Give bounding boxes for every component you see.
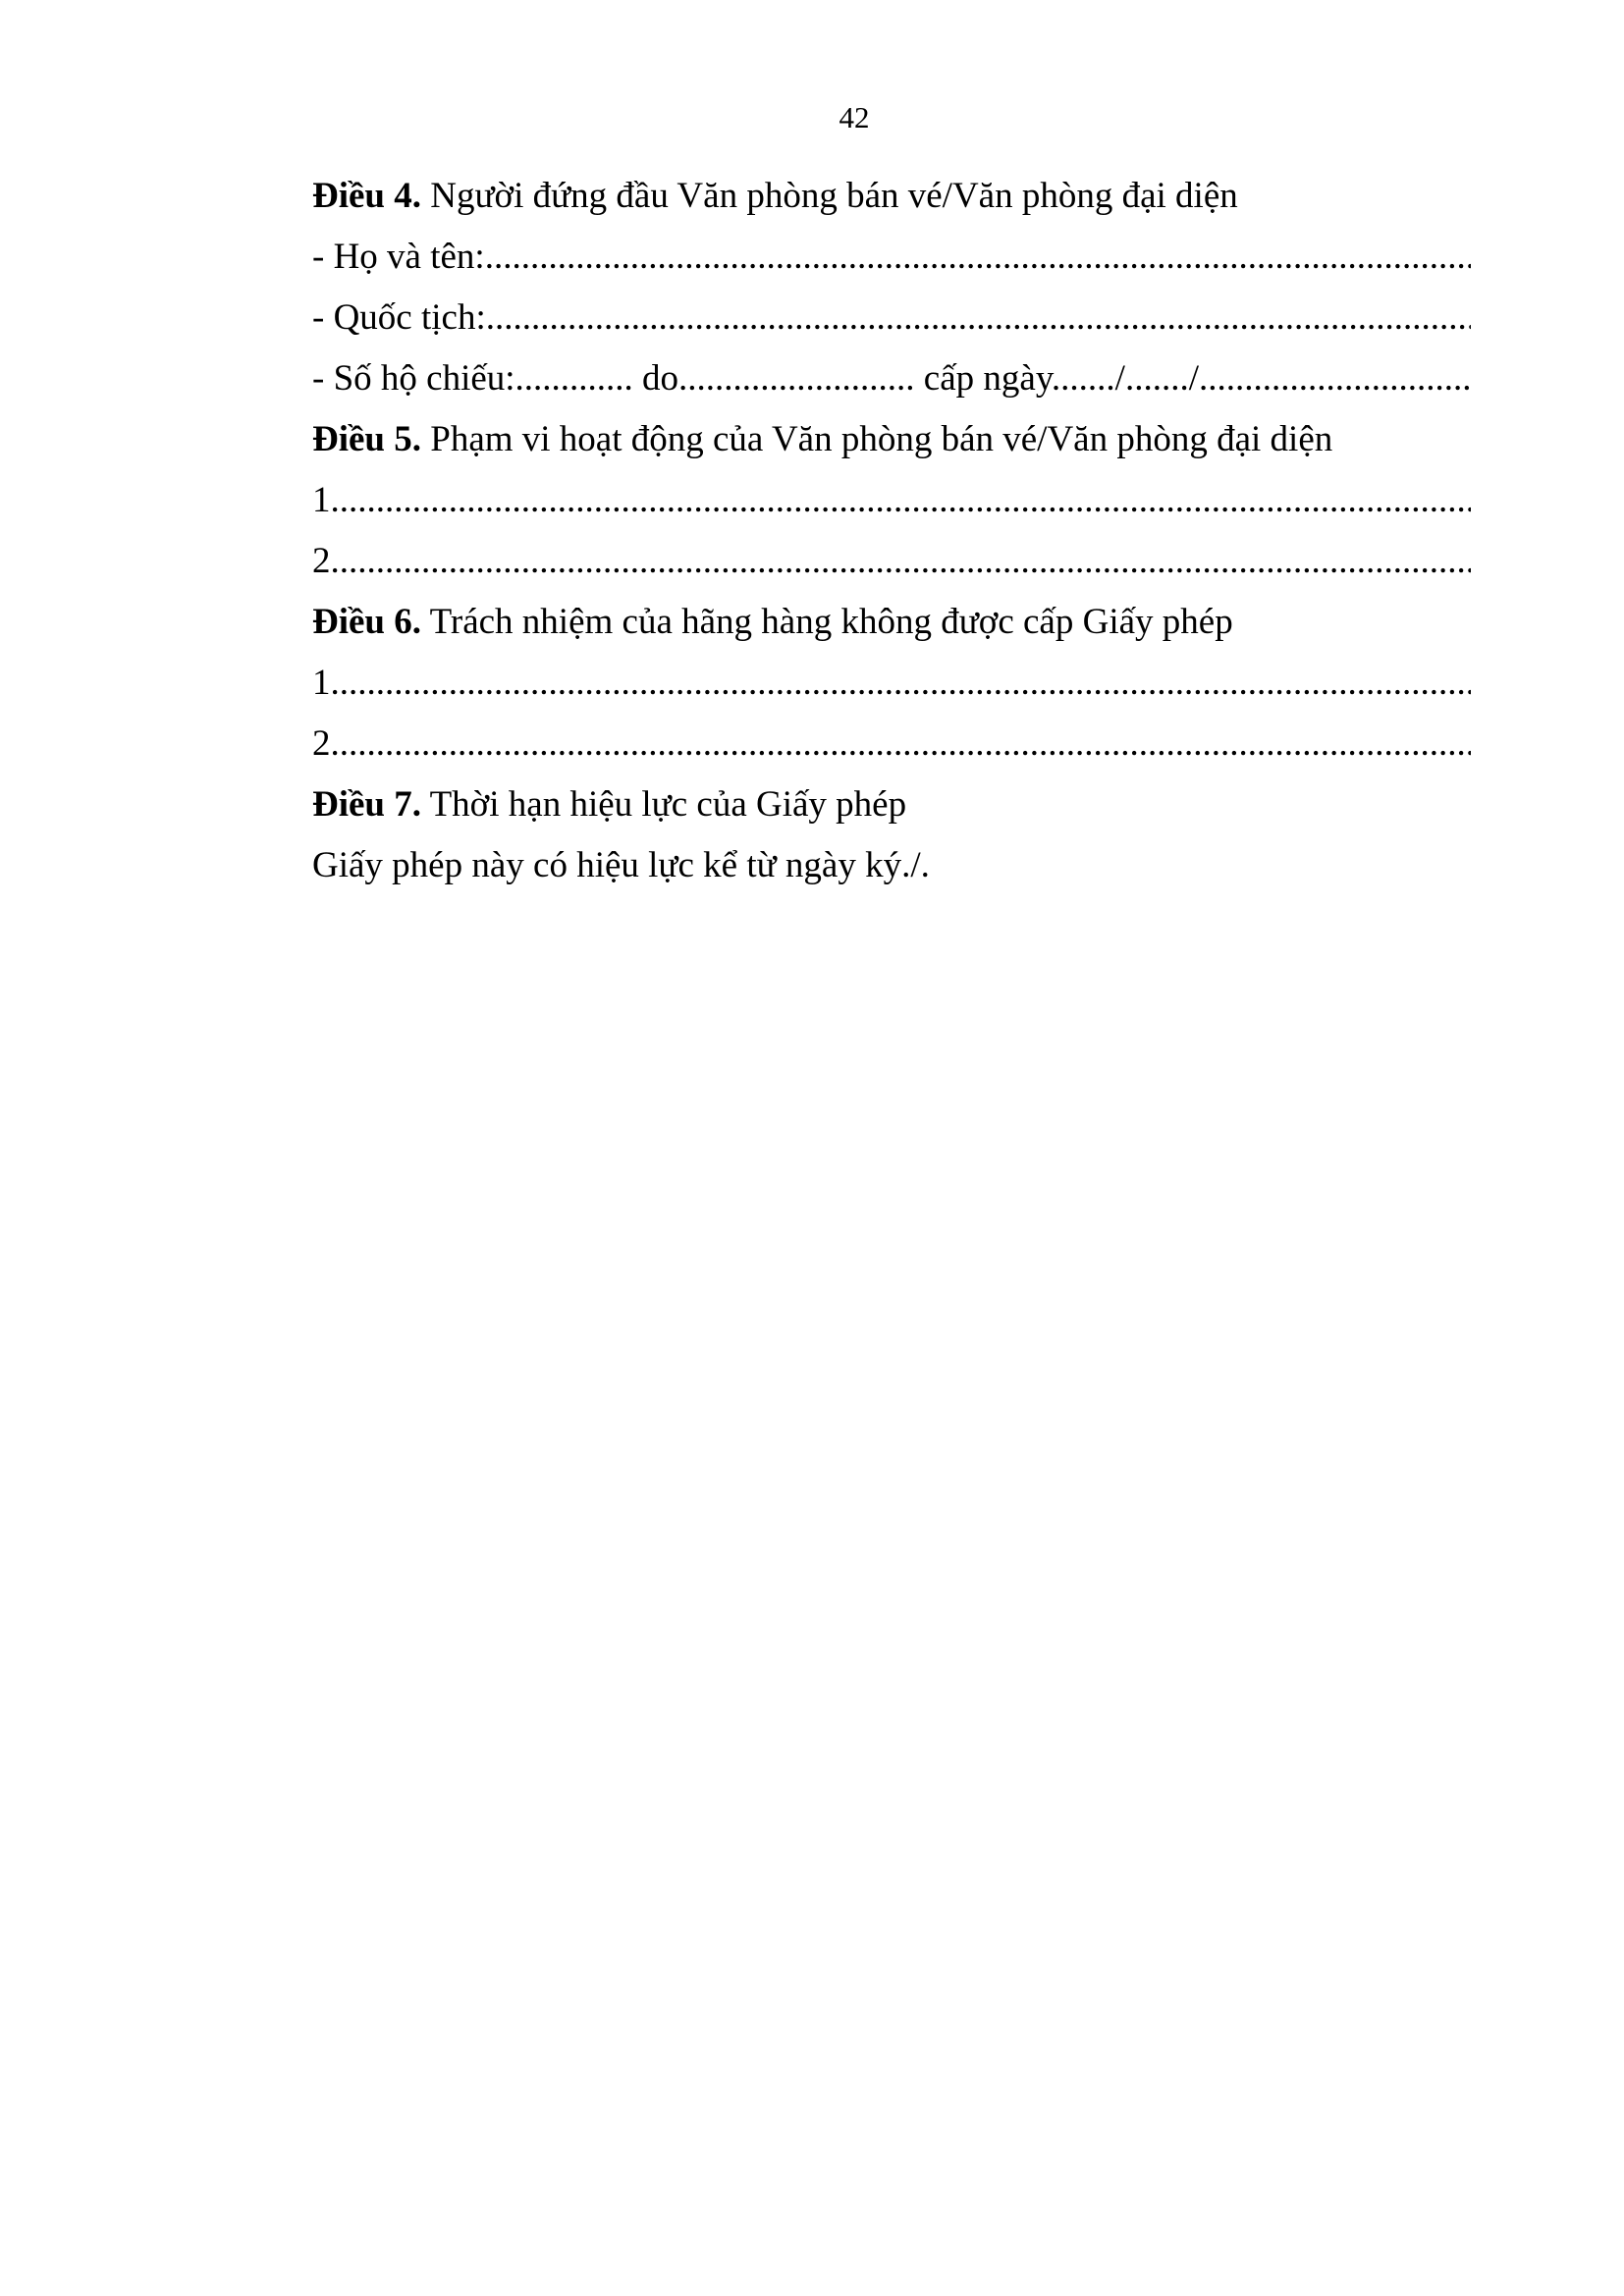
article-5-number: Điều 5. bbox=[312, 419, 421, 459]
article-5-item-2-blank bbox=[331, 535, 1472, 588]
article-5-item-1-blank bbox=[331, 474, 1472, 527]
article-5-item-2-label: 2 bbox=[312, 541, 331, 581]
full-name-label: - Họ và tên: bbox=[312, 237, 485, 277]
document-body bbox=[312, 170, 1471, 900]
passport-blank bbox=[1199, 352, 1471, 405]
full-name-field bbox=[312, 231, 1471, 292]
article-5-heading bbox=[312, 413, 1471, 474]
article-5-item-1 bbox=[312, 474, 1471, 535]
article-6-item-2 bbox=[312, 718, 1471, 778]
passport-label: - Số hộ chiếu:............. do.......................... cấp ngày......./......./ bbox=[312, 358, 1199, 399]
article-6-heading bbox=[312, 596, 1471, 657]
article-6-item-2-label: 2 bbox=[312, 723, 331, 764]
nationality-label: - Quốc tịch: bbox=[312, 297, 486, 338]
article-5-item-1-label: 1 bbox=[312, 480, 331, 520]
article-6-title: Trách nhiệm của hãng hàng không được cấp Giấy phép bbox=[421, 602, 1233, 642]
full-name-blank bbox=[485, 231, 1471, 284]
nationality-field bbox=[312, 292, 1471, 352]
article-7-number: Điều 7. bbox=[312, 784, 421, 825]
article-6-number: Điều 6. bbox=[312, 602, 421, 642]
article-5-title: Phạm vi hoạt động của Văn phòng bán vé/Văn phòng đại diện bbox=[421, 419, 1333, 459]
article-6-item-1 bbox=[312, 657, 1471, 718]
article-7-title: Thời hạn hiệu lực của Giấy phép bbox=[421, 784, 907, 825]
article-6-item-1-label: 1 bbox=[312, 663, 331, 703]
article-7-heading bbox=[312, 778, 1471, 839]
article-6-item-1-blank bbox=[331, 657, 1472, 710]
article-4-title: Người đứng đầu Văn phòng bán vé/Văn phòng đại diện bbox=[421, 176, 1238, 216]
article-7-body: Giấy phép này có hiệu lực kể từ ngày ký./. bbox=[312, 845, 930, 885]
page-number: 42 bbox=[839, 100, 870, 134]
nationality-blank bbox=[486, 292, 1471, 345]
article-6-item-2-blank bbox=[331, 718, 1472, 771]
passport-field bbox=[312, 352, 1471, 413]
article-5-item-2 bbox=[312, 535, 1471, 596]
article-4-number: Điều 4. bbox=[312, 176, 421, 216]
article-4-heading bbox=[312, 170, 1471, 231]
